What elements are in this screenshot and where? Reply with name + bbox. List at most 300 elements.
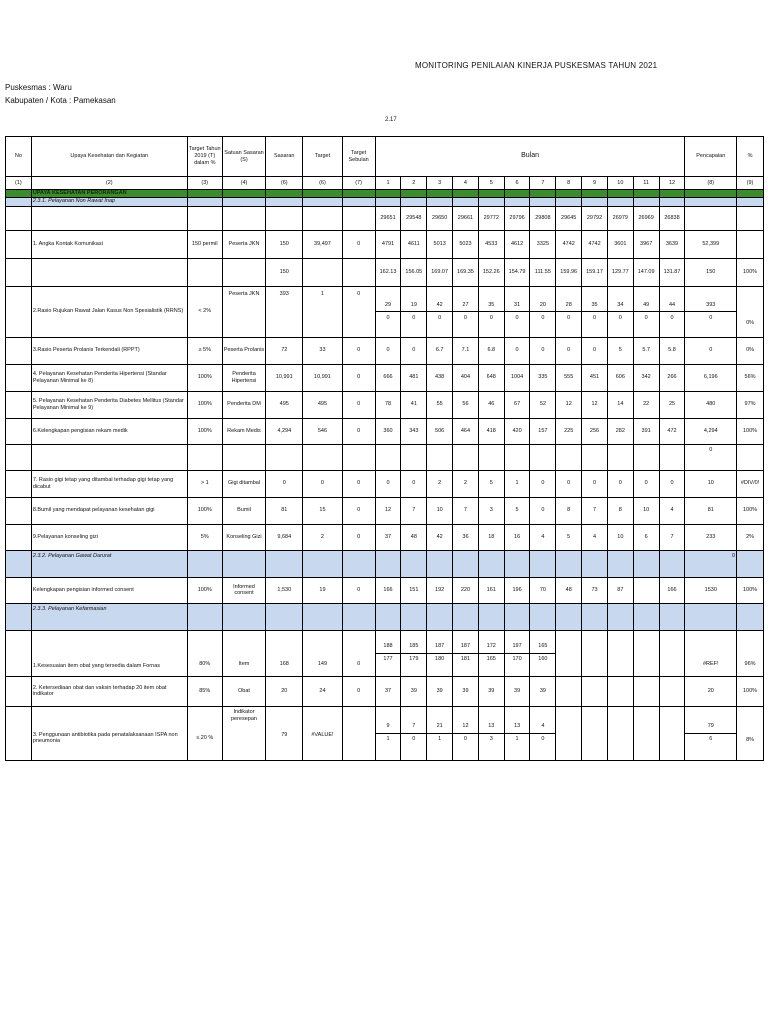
percent-cell: 100% xyxy=(737,258,764,286)
month-cell: 42 0 xyxy=(427,286,453,337)
pencapaian-cell: 233 xyxy=(685,524,737,550)
month-cell: 29645 xyxy=(556,206,582,230)
section-kefarmasian xyxy=(6,603,764,630)
sasaran-cell: 150 xyxy=(266,258,303,286)
month-cell: 335 xyxy=(530,364,556,391)
month-cell xyxy=(633,577,659,603)
target-tahun-cell: ≥ 5% xyxy=(187,337,222,364)
target-cell: 1 xyxy=(303,286,342,337)
month-cell: 129.77 xyxy=(607,258,633,286)
month-cell: 10 xyxy=(607,524,633,550)
month-cell: 21 1 xyxy=(427,706,453,760)
month-cell: 39 xyxy=(478,676,504,706)
month-cell: 172 165 xyxy=(478,630,504,676)
table-row xyxy=(6,337,764,364)
month-cell: 6 xyxy=(633,524,659,550)
month-cell: 0 xyxy=(582,470,608,497)
sasaran-cell: 1,530 xyxy=(266,577,303,603)
target-cell: 33 xyxy=(303,337,342,364)
month-cell: 3 xyxy=(478,497,504,524)
month-cell: 165 160 xyxy=(530,630,556,676)
month-cell: 55 xyxy=(427,391,453,418)
month-cell: 5 xyxy=(607,337,633,364)
month-header: 5 xyxy=(478,177,504,190)
month-cell: 37 xyxy=(375,524,401,550)
target-tahun-cell: 100% xyxy=(187,391,222,418)
month-cell: 12 xyxy=(556,391,582,418)
satuan-cell: Gigi ditambal xyxy=(222,470,265,497)
target-tahun-cell: 85% xyxy=(187,676,222,706)
month-cell: 7 xyxy=(659,524,685,550)
col-bulan: Bulan xyxy=(375,137,685,177)
sasaran-cell: 495 xyxy=(266,391,303,418)
column-number-row xyxy=(6,177,764,190)
month-cell: 28 0 xyxy=(556,286,582,337)
month-cell: 39 xyxy=(427,676,453,706)
section-gawat-label: 2.3.2. Pelayanan Gawat Darurat xyxy=(31,550,187,577)
month-cell: 0 xyxy=(659,470,685,497)
percent-cell: 2% xyxy=(737,524,764,550)
num-cell: (6) xyxy=(303,177,342,190)
month-cell: 29650 xyxy=(427,206,453,230)
month-cell: 13 1 xyxy=(504,706,530,760)
month-cell: 19 0 xyxy=(401,286,427,337)
month-cell: 156.05 xyxy=(401,258,427,286)
month-header: 8 xyxy=(556,177,582,190)
activity-label: Kelengkapan pengisian informed consent xyxy=(31,577,187,603)
target-tahun-cell: 5% xyxy=(187,524,222,550)
target-bulan-cell: 0 xyxy=(342,676,375,706)
target-tahun-cell: 100% xyxy=(187,364,222,391)
month-cell: 10 xyxy=(427,497,453,524)
col-sasaran: Sasaran xyxy=(266,137,303,177)
satuan-cell: Rekam Medis xyxy=(222,418,265,444)
target-tahun-cell: 150 permil xyxy=(187,230,222,258)
month-cell: 7 xyxy=(453,497,479,524)
month-header: 10 xyxy=(607,177,633,190)
col-target: Target xyxy=(303,137,342,177)
month-cell: 4742 xyxy=(556,230,582,258)
table-row xyxy=(6,497,764,524)
month-cell: 0 xyxy=(530,470,556,497)
satuan-cell: Penderita DM xyxy=(222,391,265,418)
month-cell: 41 xyxy=(401,391,427,418)
sasaran-cell: 79 xyxy=(266,706,303,760)
month-cell: 282 xyxy=(607,418,633,444)
percent-cell: 100% xyxy=(737,577,764,603)
month-cell: 360 xyxy=(375,418,401,444)
table-row xyxy=(6,706,764,760)
section-kefarmasian-label: 2.3.3. Pelayanan Kefarmasian xyxy=(31,603,187,630)
month-cell: 42 xyxy=(427,524,453,550)
target-tahun-cell: 100% xyxy=(187,497,222,524)
section-gawat xyxy=(6,550,764,577)
month-cell: 169.35 xyxy=(453,258,479,286)
satuan-cell: Item xyxy=(222,630,265,676)
month-cell: 343 xyxy=(401,418,427,444)
month-cell: 13 3 xyxy=(478,706,504,760)
month-cell: 4791 xyxy=(375,230,401,258)
table-row xyxy=(6,577,764,603)
sasaran-cell: 10,991 xyxy=(266,364,303,391)
month-cell: 29808 xyxy=(530,206,556,230)
month-cell: 44 0 xyxy=(659,286,685,337)
num-cell: (2) xyxy=(31,177,187,190)
month-cell: 420 xyxy=(504,418,530,444)
satuan-cell: Penderita Hipertensi xyxy=(222,364,265,391)
target-cell: 39,497 xyxy=(303,230,342,258)
month-cell: 25 xyxy=(659,391,685,418)
month-cell: 29548 xyxy=(401,206,427,230)
month-cell: 12 xyxy=(582,391,608,418)
section-upaya xyxy=(6,190,764,198)
activity-label: 1. Angka Kontak Komunikasi xyxy=(31,230,187,258)
month-cell: 157 xyxy=(530,418,556,444)
month-cell: 555 xyxy=(556,364,582,391)
month-cell: 73 xyxy=(582,577,608,603)
table-row xyxy=(6,391,764,418)
num-cell: (3) xyxy=(187,177,222,190)
activity-label: 8.Bumil yang mendapat pelayanan kesehatan gigi xyxy=(31,497,187,524)
target-bulan-cell: 0 xyxy=(342,337,375,364)
target-tahun-cell: ≤ 20 % xyxy=(187,706,222,760)
percent-cell: 100% xyxy=(737,497,764,524)
satuan-cell: Bumil xyxy=(222,497,265,524)
month-cell: 4612 xyxy=(504,230,530,258)
month-header: 11 xyxy=(633,177,659,190)
page-number: 2.17 xyxy=(385,117,397,123)
month-cell: 196 xyxy=(504,577,530,603)
month-cell: 5023 xyxy=(453,230,479,258)
month-cell: 48 xyxy=(401,524,427,550)
month-header: 6 xyxy=(504,177,530,190)
sasaran-cell: 0 xyxy=(266,470,303,497)
month-cell: 418 xyxy=(478,418,504,444)
target-tahun-cell: 100% xyxy=(187,418,222,444)
table-row xyxy=(6,470,764,497)
table-row xyxy=(6,524,764,550)
month-cell: 29792 xyxy=(582,206,608,230)
target-cell: 15 xyxy=(303,497,342,524)
target-cell: 0 xyxy=(303,470,342,497)
sasaran-cell: 72 xyxy=(266,337,303,364)
pencapaian-cell: 79 6 xyxy=(685,706,737,760)
month-cell: 5 xyxy=(556,524,582,550)
activity-label: 2.Rasio Rujukan Rawat Jalan Kasus Non Spesialistik (RRNS) xyxy=(31,286,187,337)
table-row xyxy=(6,418,764,444)
target-bulan-cell: 0 xyxy=(342,418,375,444)
month-cell: 29651 xyxy=(375,206,401,230)
month-cell: 187 181 xyxy=(453,630,479,676)
month-cell: 3967 xyxy=(633,230,659,258)
pencapaian-cell: 81 xyxy=(685,497,737,524)
month-cell: 131.87 xyxy=(659,258,685,286)
month-cell: 18 xyxy=(478,524,504,550)
month-cell: 166 xyxy=(375,577,401,603)
activity-label: 6.Kelengkapan pengisian rekam medik xyxy=(31,418,187,444)
month-cell: 147.09 xyxy=(633,258,659,286)
month-cell: 256 xyxy=(582,418,608,444)
col-target-bulan: Target Sebulan xyxy=(342,137,375,177)
pencapaian-cell: 20 xyxy=(685,676,737,706)
sasaran-cell: 393 xyxy=(266,286,303,337)
activity-label: 3. Penggunaan antibiotika pada penatalaksanaan ISPA non pneumonia xyxy=(31,706,187,760)
month-cell: 4 xyxy=(659,497,685,524)
month-cell: 188 177 xyxy=(375,630,401,676)
month-cell: 34 0 xyxy=(607,286,633,337)
month-cell: 472 xyxy=(659,418,685,444)
sasaran-cell: 168 xyxy=(266,630,303,676)
month-cell: 162.13 xyxy=(375,258,401,286)
sasaran-cell: 9,684 xyxy=(266,524,303,550)
satuan-cell: Indikator peresepan xyxy=(222,706,265,760)
month-cell: 46 xyxy=(478,391,504,418)
month-cell: 166 xyxy=(659,577,685,603)
month-cell: 22 xyxy=(633,391,659,418)
percent-cell: 100% xyxy=(737,418,764,444)
target-tahun-cell: > 1 xyxy=(187,470,222,497)
month-cell: 37 xyxy=(375,676,401,706)
month-cell: 0 xyxy=(556,337,582,364)
activity-label: 4. Pelayanan Kesehatan Penderita Hipertensi (Standar Pelayanan Minimal ke 8) xyxy=(31,364,187,391)
pencapaian-cell: 0 xyxy=(685,337,737,364)
pencapaian-cell: #REF! xyxy=(685,630,737,676)
month-cell: 12 0 xyxy=(453,706,479,760)
month-cell: 2 xyxy=(427,470,453,497)
pencapaian-cell: 10 xyxy=(685,470,737,497)
target-bulan-cell: 0 xyxy=(342,630,375,676)
month-header: 9 xyxy=(582,177,608,190)
month-cell: 1 xyxy=(504,470,530,497)
target-cell: 546 xyxy=(303,418,342,444)
satuan-cell: Konseling Gizi xyxy=(222,524,265,550)
month-cell: 154.79 xyxy=(504,258,530,286)
month-cell: 0 xyxy=(401,337,427,364)
month-cell: 26838 xyxy=(659,206,685,230)
pencapaian-cell: 393 0 xyxy=(685,286,737,337)
month-header: 3 xyxy=(427,177,453,190)
month-cell: 0 xyxy=(401,470,427,497)
month-cell: 7 0 xyxy=(401,706,427,760)
month-cell: 3325 xyxy=(530,230,556,258)
month-cell: 0 xyxy=(530,497,556,524)
table-row xyxy=(6,676,764,706)
table-row xyxy=(6,444,764,470)
satuan-cell: Peserta JKN xyxy=(222,230,265,258)
percent-cell: 96% xyxy=(737,630,764,676)
month-cell: 197 170 xyxy=(504,630,530,676)
month-cell: 4611 xyxy=(401,230,427,258)
month-cell: 0 xyxy=(375,337,401,364)
pencapaian-cell: 480 xyxy=(685,391,737,418)
month-cell: 31 0 xyxy=(504,286,530,337)
month-cell: 481 xyxy=(401,364,427,391)
target-cell: 2 xyxy=(303,524,342,550)
month-cell: 7 xyxy=(401,497,427,524)
percent-cell: 8% xyxy=(737,706,764,760)
month-cell: 5 xyxy=(504,497,530,524)
month-cell: 14 xyxy=(607,391,633,418)
kabupaten-label: Kabupaten / Kota : Pamekasan xyxy=(5,96,116,105)
month-cell: 506 xyxy=(427,418,453,444)
month-cell: 29661 xyxy=(453,206,479,230)
month-cell: 342 xyxy=(633,364,659,391)
target-bulan-cell: 0 xyxy=(342,577,375,603)
col-satuan: Satuan Sasaran (S) xyxy=(222,137,265,177)
month-cell: 4 xyxy=(530,524,556,550)
sasaran-cell: 20 xyxy=(266,676,303,706)
target-tahun-cell: 100% xyxy=(187,577,222,603)
month-cell: 6.7 xyxy=(427,337,453,364)
month-cell: 1004 xyxy=(504,364,530,391)
target-bulan-cell: 0 xyxy=(342,230,375,258)
month-header: 2 xyxy=(401,177,427,190)
month-header: 7 xyxy=(530,177,556,190)
table-row xyxy=(6,230,764,258)
num-cell: (6) xyxy=(266,177,303,190)
table-row xyxy=(6,258,764,286)
target-bulan-cell: 0 xyxy=(342,497,375,524)
target-bulan-cell: 0 xyxy=(342,470,375,497)
month-cell: 48 xyxy=(556,577,582,603)
month-cell: 39 xyxy=(401,676,427,706)
target-cell: 495 xyxy=(303,391,342,418)
target-cell: 24 xyxy=(303,676,342,706)
target-bulan-cell: 0 xyxy=(342,286,375,337)
month-cell: 451 xyxy=(582,364,608,391)
col-activity: Upaya Kesehatan dan Kegiatan xyxy=(31,137,187,177)
percent-cell: 0% xyxy=(737,286,764,337)
section-non-rawat xyxy=(6,197,764,206)
month-cell: 0 xyxy=(556,470,582,497)
month-cell: 26979 xyxy=(607,206,633,230)
puskesmas-label: Puskesmas : Waru xyxy=(5,83,72,92)
section-upaya-label: UPAYA KESEHATAN PERORANGAN xyxy=(31,190,187,198)
month-cell: 4742 xyxy=(582,230,608,258)
sasaran-cell: 81 xyxy=(266,497,303,524)
target-cell: 149 xyxy=(303,630,342,676)
month-cell: 151 xyxy=(401,577,427,603)
month-cell: 152.26 xyxy=(478,258,504,286)
month-cell: 27 0 xyxy=(453,286,479,337)
month-cell: 648 xyxy=(478,364,504,391)
month-cell: 266 xyxy=(659,364,685,391)
month-cell: 5 xyxy=(478,470,504,497)
num-cell: (9) xyxy=(737,177,764,190)
month-cell: 12 xyxy=(375,497,401,524)
satuan-cell: Peserta JKN xyxy=(222,286,265,337)
target-cell: 10,991 xyxy=(303,364,342,391)
col-no: No xyxy=(6,137,32,177)
month-cell: 52 xyxy=(530,391,556,418)
target-bulan-cell: 0 xyxy=(342,524,375,550)
month-cell: 161 xyxy=(478,577,504,603)
target-cell: #VALUE! xyxy=(303,706,342,760)
pencapaian-cell: 0 xyxy=(685,444,737,470)
month-cell: 4 xyxy=(582,524,608,550)
month-cell: 8 xyxy=(556,497,582,524)
month-cell: 39 xyxy=(453,676,479,706)
month-cell: 78 xyxy=(375,391,401,418)
month-cell: 220 xyxy=(453,577,479,603)
month-cell: 187 180 xyxy=(427,630,453,676)
target-bulan-cell: 0 xyxy=(342,391,375,418)
month-cell: 606 xyxy=(607,364,633,391)
month-cell: 159.17 xyxy=(582,258,608,286)
month-cell: 10 xyxy=(633,497,659,524)
month-cell: 29772 xyxy=(478,206,504,230)
activity-label: 7. Rasio gigi tetap yang ditambal terhadap gigi tetap yang dicabut xyxy=(31,470,187,497)
percent-cell: 56% xyxy=(737,364,764,391)
activity-label: 3.Rasio Peserta Prolanis Terkendali (RPPT) xyxy=(31,337,187,364)
col-target-tahun: Target Tahun 2019 (T) dalam % xyxy=(187,137,222,177)
month-cell: 225 xyxy=(556,418,582,444)
table-row xyxy=(6,206,764,230)
month-cell: 7.1 xyxy=(453,337,479,364)
month-cell: 39 xyxy=(530,676,556,706)
month-cell: 29796 xyxy=(504,206,530,230)
activity-label: 1.Kesesuaian item obat yang tersedia dalam Fornas xyxy=(31,630,187,676)
month-cell: 5.8 xyxy=(659,337,685,364)
month-cell: 0 xyxy=(375,470,401,497)
month-cell: 35 0 xyxy=(478,286,504,337)
section-non-rawat-label: 2.3.1. Pelayanan Non Rawat Inap xyxy=(31,197,187,206)
month-cell: 49 0 xyxy=(633,286,659,337)
target-cell: 19 xyxy=(303,577,342,603)
month-cell: 8 xyxy=(607,497,633,524)
month-cell: 7 xyxy=(582,497,608,524)
month-cell: 4 0 xyxy=(530,706,556,760)
num-cell: (4) xyxy=(222,177,265,190)
month-cell: 464 xyxy=(453,418,479,444)
month-cell: 56 xyxy=(453,391,479,418)
month-cell: 3639 xyxy=(659,230,685,258)
month-cell: 391 xyxy=(633,418,659,444)
percent-cell: 97% xyxy=(737,391,764,418)
month-cell: 29 0 xyxy=(375,286,401,337)
activity-label: 5. Pelayanan Kesehatan Penderita Diabetes Mellitus (Standar Pelayanan Minimal ke 9) xyxy=(31,391,187,418)
col-pencapaian: Pencapaian xyxy=(685,137,737,177)
month-cell: 0 xyxy=(530,337,556,364)
col-percent: % xyxy=(737,137,764,177)
month-cell: 70 xyxy=(530,577,556,603)
pencapaian-cell: 4,294 xyxy=(685,418,737,444)
month-cell: 36 xyxy=(453,524,479,550)
target-bulan-cell: 0 xyxy=(342,364,375,391)
month-cell: 3601 xyxy=(607,230,633,258)
pencapaian-cell: 52,399 xyxy=(685,230,737,258)
month-cell: 159.96 xyxy=(556,258,582,286)
month-cell: 87 xyxy=(607,577,633,603)
sasaran-cell: 4,294 xyxy=(266,418,303,444)
month-cell: 35 0 xyxy=(582,286,608,337)
num-cell: (8) xyxy=(685,177,737,190)
table-row xyxy=(6,286,764,337)
table-row xyxy=(6,630,764,676)
month-header: 1 xyxy=(375,177,401,190)
pencapaian-cell: 150 xyxy=(685,258,737,286)
month-cell: 169.07 xyxy=(427,258,453,286)
percent-cell: #DIV/0! xyxy=(737,470,764,497)
percent-cell: 100% xyxy=(737,676,764,706)
num-cell: (1) xyxy=(6,177,32,190)
num-cell: (7) xyxy=(342,177,375,190)
activity-label: 9.Pelayanan konseling gizi xyxy=(31,524,187,550)
month-cell: 666 xyxy=(375,364,401,391)
month-cell: 0 xyxy=(633,470,659,497)
target-tahun-cell: < 2% xyxy=(187,286,222,337)
month-cell: 185 179 xyxy=(401,630,427,676)
